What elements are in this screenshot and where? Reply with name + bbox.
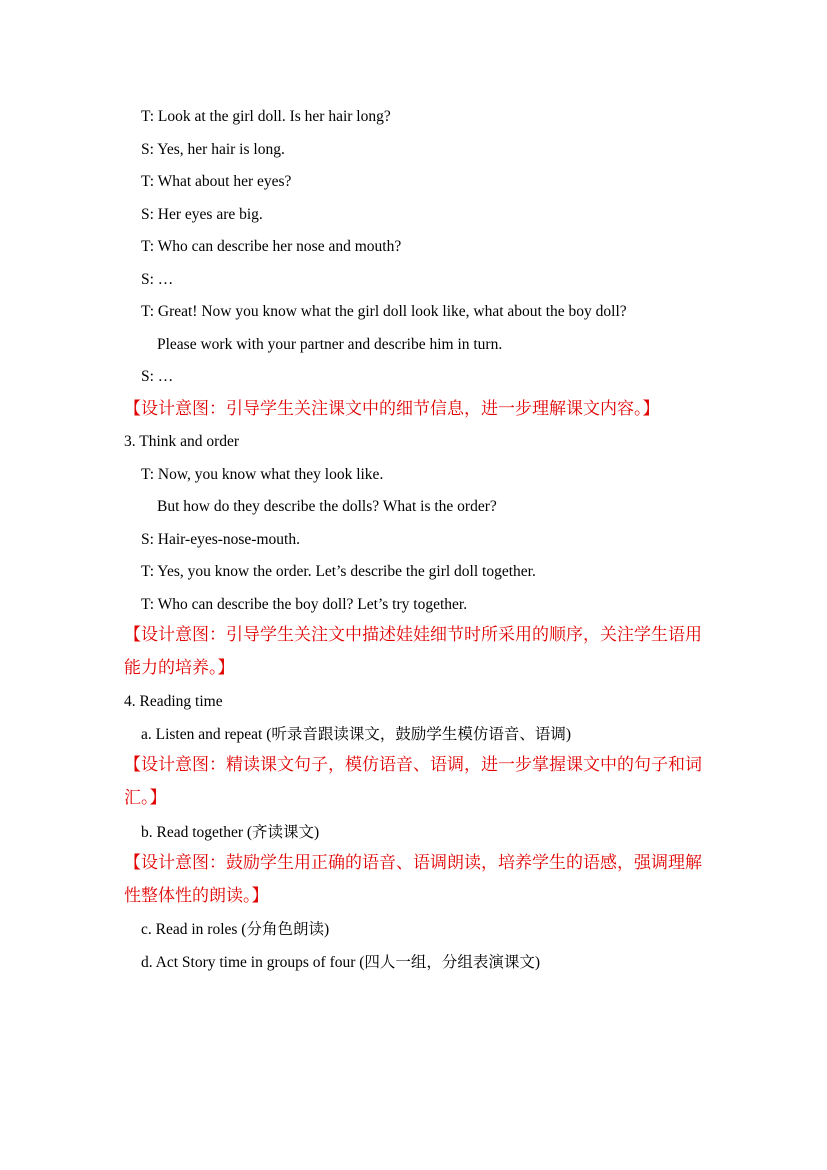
dialogue-line: T: Who can describe the boy doll? Let’s try together. (141, 596, 468, 613)
dialogue-line: T: Look at the girl doll. Is her hair long? (141, 108, 391, 125)
dialogue-line: T: Great! Now you know what the girl doll look like, what about the boy doll? (141, 303, 627, 320)
design-intent-note: 【设计意图：鼓励学生用正确的语音、语调朗读，培养学生的语感，强调理解性整体性的朗读。】 (124, 853, 702, 906)
dialogue-line: T: Who can describe her nose and mouth? (141, 238, 402, 255)
activity-item: b. Read together (齐读课文) (141, 824, 320, 841)
section-heading: 3. Think and order (124, 433, 240, 450)
activity-item: a. Listen and repeat (听录音跟读课文，鼓励学生模仿语音、语调) (141, 726, 572, 743)
dialogue-line: T: What about her eyes? (141, 173, 292, 190)
dialogue-line: S: Hair-eyes-nose-mouth. (141, 531, 300, 548)
design-intent-note: 【设计意图：精读课文句子，模仿语音、语调，进一步掌握课文中的句子和词汇。】 (124, 755, 702, 808)
dialogue-line: T: Now, you know what they look like. (141, 466, 384, 483)
design-intent-note: 【设计意图：引导学生关注文中描述娃娃细节时所采用的顺序，关注学生语用能力的培养。】 (124, 625, 702, 678)
dialogue-line: S: Yes, her hair is long. (141, 141, 285, 158)
dialogue-line: T: Yes, you know the order. Let’s describe the girl doll together. (141, 563, 536, 580)
section-heading: 4. Reading time (124, 693, 223, 710)
dialogue-line: S: … (141, 271, 174, 288)
dialogue-line: S: Her eyes are big. (141, 206, 263, 223)
dialogue-line: But how do they describe the dolls? What is the order? (157, 498, 497, 515)
dialogue-line: S: … (141, 368, 174, 385)
dialogue-line: Please work with your partner and describe him in turn. (157, 336, 503, 353)
activity-item: d. Act Story time in groups of four (四人一组，分组表演课文) (141, 954, 541, 971)
design-intent-note: 【设计意图：引导学生关注课文中的细节信息，进一步理解课文内容。】 (124, 399, 660, 419)
activity-item: c. Read in roles (分角色朗读) (141, 921, 330, 938)
